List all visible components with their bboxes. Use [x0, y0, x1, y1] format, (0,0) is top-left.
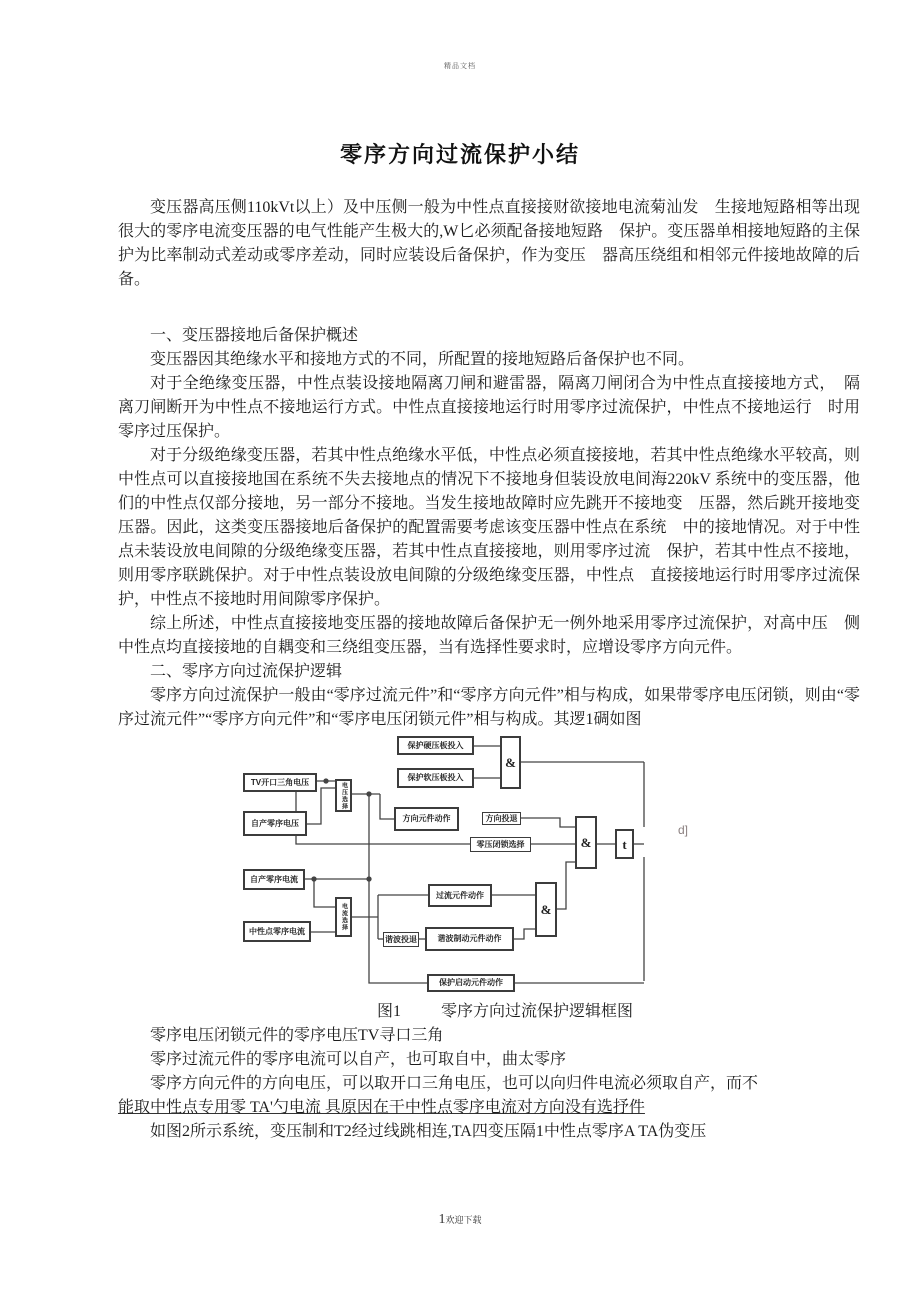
section-heading-1: 一、变压器接地后备保护概述: [150, 327, 359, 344]
paragraph: 零序过流元件的零序电流可以自产，也可取自中，曲太零序: [150, 1051, 567, 1068]
diagram-box-direction-element-operate: 方向元件动作: [394, 807, 459, 831]
paragraph: 零序方向元件的方向电压，可以取开口三角电压，也可以向归件电流必须取自产，而不: [150, 1075, 759, 1092]
section-heading-2: 二、零序方向过流保护逻辑: [150, 663, 343, 680]
diagram-box-harmonic-switch: 谐波投退: [383, 932, 419, 947]
paragraph-underlined: 能取中性点专用零 TA'勺电流 具原因在干中性点零序电流对方向没有选抒件: [118, 1099, 645, 1116]
and-gate-main: &: [575, 816, 597, 869]
diagram-box-voltage-select: 电压选择: [335, 779, 352, 812]
page-number: 1: [438, 1212, 446, 1227]
page-title: 零序方向过流保护小结: [339, 142, 580, 167]
figure1-logic-diagram: [118, 732, 860, 1000]
diagram-box-self-zero-sequence-voltage: 自产零序电压: [243, 811, 307, 836]
diagram-box-zero-voltage-block-select: 零压闭锁选择: [470, 837, 531, 852]
diagram-wiring: [118, 732, 860, 1000]
paragraph-intro: 变压器高压侧110kVt以上）及中压侧一般为中性点直接接财欲接地电流菊汕发 生接地短路相等出现很大的零序电流变压器的电气性能产生极大的,W匕必须配备接地短路 保护。变压器单相接地短路的主保护为比率制动式差动或零序差动，同时应装设后备保护，作为变压 器高压绕组和相邻元件接地故障的后备。: [118, 199, 860, 288]
time-delay-box: t: [615, 829, 634, 859]
diagram-box-hard-strap-input: 保护硬压板投入: [397, 736, 474, 755]
paragraph: 零序电压闭锁元件的零序电压TV寻口三角: [150, 1027, 444, 1044]
diagram-box-current-select: 电流选择: [335, 897, 352, 937]
paragraph: 变压器因其绝缘水平和接地方式的不同，所配置的接地短路后备保护也不同。: [150, 351, 695, 368]
diagram-box-neutral-zero-sequence-current: 中性点零序电流: [243, 921, 311, 942]
stray-text: d]: [678, 823, 689, 837]
figure1-caption: [118, 1000, 860, 1024]
diagram-box-protection-start-operate: 保护启动元件动作: [427, 974, 515, 992]
document-body: [118, 196, 860, 1144]
paragraph: 对于分级绝缘变压器，若其中性点绝缘水平低，中性点必须直接接地，若其中性点绝缘水平较高，则中性点可以直接接地国在系统不失去接地点的情况下不接地身但装设放电间海220kV 系统中的变压器，他们的中性点仅部分接地，另一部分不接地。当发生接地故障时应先跳开不接地变 压器，然后跳开接地变压器。因此，这类变压器接地后备保护的配置需要考虑该变压器中性点在系统 中的接地情况。对于中性点未装设放电间隙的分级绝缘变压器，若其中性点直接接地，则用零序过流 保护，若其中性点不接地，则用零序联跳保护。对于中性点装设放电间隙的分级绝缘变压器，中性点 直接接地运行时用零序过流保护，中性点不接地时用间隙零序保护。: [118, 447, 860, 608]
diagram-box-self-zero-sequence-current: 自产零序电流: [243, 869, 305, 890]
paragraph: 如图2所示系统，变压制和T2经过线跳相连,TA四变压隔1中性点零序A TA伪变压: [150, 1123, 707, 1140]
figure-caption-text: 零序方向过流保护逻辑框图: [441, 1003, 634, 1020]
header-watermark: 精品文档: [444, 62, 476, 70]
paragraph: 零序方向过流保护一般由“零序过流元件”和“零序方向元件”相与构成，如果带零序电压闭锁，则由“零序过流元件”“零序方向元件”和“零序电压闭锁元件”相与构成。其逻1碉如图: [118, 687, 860, 728]
diagram-box-overcurrent-element-operate: 过流元件动作: [428, 884, 492, 907]
and-gate-lower: &: [535, 882, 557, 937]
figure-number: 图1: [376, 1003, 401, 1020]
diagram-box-harmonic-restraint-operate: 谐波制动元件动作: [425, 927, 514, 951]
paragraph: 对于全绝缘变压器，中性点装设接地隔离刀闸和避雷器，隔离刀闸闭合为中性点直接接地方式， 隔离刀闸断开为中性点不接地运行方式。中性点直接接地运行时用零序过流保护，中性点不接地运行 时用零序过压保护。: [118, 375, 860, 440]
paragraph: 综上所述，中性点直接接地变压器的接地故障后备保护无一例外地采用零序过流保护，对高中压 侧中性点均直接接地的自耦变和三绕组变压器，当有选择性要求时，应增设零序方向元件。: [118, 615, 860, 656]
and-gate-top: &: [500, 736, 521, 789]
diagram-box-direction-switch: 方向投退: [482, 812, 521, 825]
footer-text: 欢迎下载: [445, 1215, 482, 1225]
page-footer: [0, 1210, 920, 1228]
diagram-box-soft-strap-input: 保护软压板投入: [397, 768, 474, 788]
diagram-box-tv-open-delta-voltage: TV开口三角电压: [243, 773, 317, 792]
